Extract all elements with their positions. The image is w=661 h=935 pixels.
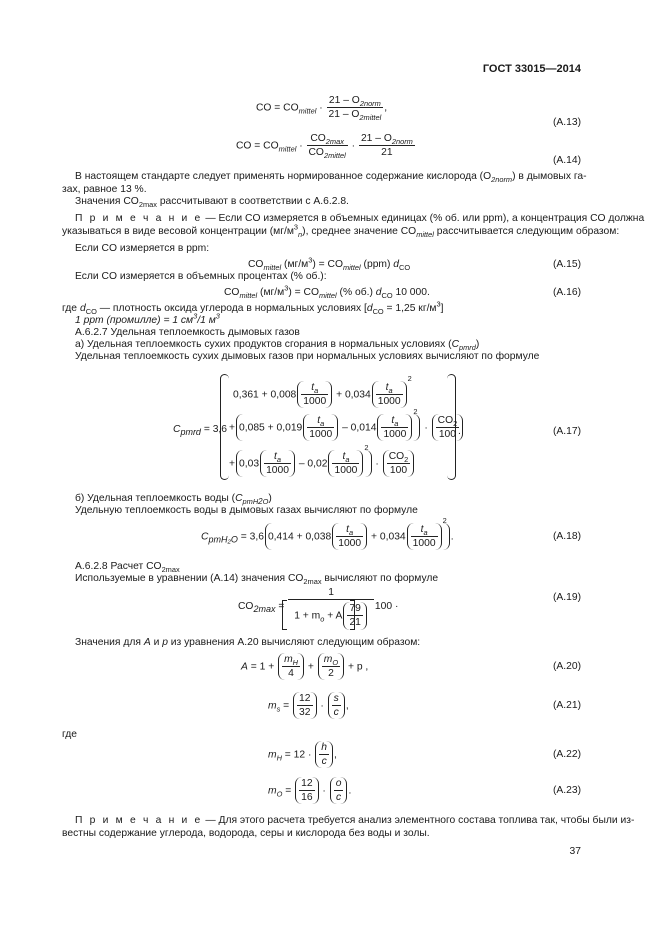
ppm-definition: 1 ppm (промилле) = 1 $см^3/1$ $м^3$ [75,311,220,326]
where-1-definition: $d_{CO}$ — плотность оксида углерода в нормальных условиях [$d_{CO} = 1,25$ $кг/м^3$] [80,299,444,317]
equation-a17-end: . [458,426,461,437]
section-a627-water-intro: Удельную теплоемкость воды в дымовых газах вычисляют по формуле [75,505,418,516]
equation-number-a13: (А.13) [552,117,581,128]
equation-number-a22: (А.22) [552,749,581,760]
where-2-label: где [62,729,78,740]
note-2-line-2: вестны содержание углерода, водорода, серы и кислорода без воды и золы. [62,828,430,839]
equation-a19-left-square-bracket [282,600,287,630]
equation-a17-row-2: + 0,085 + 0,019 $\frac{t_a}{1000}$ – 0,014 $\frac{t_a}{1000}$ $^2$ · $\frac{CO_2}{100}$ [229,414,464,441]
ppm-intro: Если CO измеряется в ppm: [75,243,210,254]
equation-a20: A = 1 + $\frac{m_H}{4}$ + $\frac{m_O}{2}$ + p , [241,654,369,680]
equation-number-a16: (А.16) [552,287,581,298]
paragraph-norm-oxygen-cont: зах, равное 13 %. [62,184,147,195]
equation-a23: $m_O$ = $\frac{12}{16}$ · $\frac{o}{c}$ . [268,778,352,804]
equation-number-a18: (А.18) [552,531,581,542]
a-and-p-intro: Значения для A и p из уравнения А.20 вычисляют следующим образом: [75,637,421,648]
equation-a16: $CO_{mittel}$ $(мг/м^3) = CO_{mittel}$ (% об.) $d_{CO}$ 10 000. [224,283,430,301]
equation-number-a19: (А.19) [552,592,581,603]
page-number: 37 [569,846,581,857]
section-a627-item-a: а) Удельная теплоемкость сухих продуктов сгорания в нормальных условиях $(C_{pmrd})$ [75,339,480,353]
paragraph-norm-oxygen: В настоящем стандарте следует применять нормированное содержание кислорода $(O_{2norm})$ в дымовых га- [75,171,587,185]
equation-a22: $m_H = 12$ · $\frac{h}{c}$ , [268,742,337,768]
equation-a18: $C_{pmH_2O} = 3,6$ 0,414 + 0,038 $\frac{t_a}{1000}$ + 0,034 $\frac{t_a}{1000}$ $^2$. [201,515,454,550]
equation-number-a23: (А.23) [552,785,581,796]
equation-number-a14: (А.14) [552,155,581,166]
note-1-line-1: П р и м е ч а н и е — Если CO измеряется в объемных единицах (% об. или ppm), а концентрация CO должна [75,213,645,224]
section-a627-item-b: б) Удельная теплоемкость воды $(C_{pmH2O})$ [75,493,272,507]
equation-number-a21: (А.21) [552,700,581,711]
section-a627-formula-intro: Удельная теплоемкость сухих дымовых газов при нормальных условиях вычисляют по формуле [75,351,540,362]
equation-a17-lhs: $C_{pmrd} = 3,6$ [173,424,228,438]
equation-a21: $m_s$ = $\frac{12}{32}$ · $\frac{s}{c}$ , [268,693,349,719]
equation-number-a20: (А.20) [552,661,581,672]
equation-number-a17: (А.17) [552,426,581,437]
equation-a15: $CO_{mittel}$ $(мг/м^3) = CO_{mittel}$ (ppm) $d_{CO}$ [248,255,411,273]
equation-a19-right-square-bracket [350,600,355,630]
document-header: ГОСТ 33015—2014 [482,63,581,75]
equation-number-a15: (А.15) [552,259,581,270]
section-a627-title: А.6.2.7 Удельная теплоемкость дымовых газов [75,327,300,338]
section-a628-intro: Используемые в уравнении (А.14) значения $CO_{2max}$ вычисляют по формуле [75,573,439,587]
section-a628-title: А.6.2.8 Расчет $CO_{2max}$ [75,561,180,575]
equation-a14: CO = $CO_{mittel}$ · $CO_{2max}$ $CO_{2mittel}$ · $21 - O_{2norm}$ 21 [236,133,413,161]
equation-a17-row-1: 0,361 + 0,008 $\frac{t_a}{1000}$ + 0,034 $\frac{t_a}{1000}$ $^2$ [233,373,412,408]
paragraph-co2max: Значения $CO_{2max}$ рассчитывают в соответствии с А.6.2.8. [75,196,349,210]
where-1-label: где [62,303,78,314]
equation-a13: CO = $CO_{mittel}$ · $21 - O_{2norm}$ $21 - O_{2mittel}$ , [256,95,388,123]
volume-intro: Если CO измеряется в объемных процентах (% об.): [75,271,327,282]
note-1-line-2: указываться в виде весовой концентрации $(мг/м^3_n)$, среднее значение $CO_{mittel}$ рассчитывается следующим образом: [62,222,620,240]
equation-a17-row-3: + 0,03 $\frac{t_a}{1000}$ – 0,02 $\frac{t_a}{1000}$ $^2$ · $\frac{CO_2}{100}$ [229,450,415,477]
equation-a17-left-bracket [220,374,229,480]
equation-a19: $CO_{2max}$ = 1 $1 + m_o + A$ $\frac{79}{21}$ 100 · [238,587,399,629]
note-2-line-1: П р и м е ч а н и е — Для этого расчета требуется анализ элементного состава топлива так, чтобы были из- [75,815,635,826]
